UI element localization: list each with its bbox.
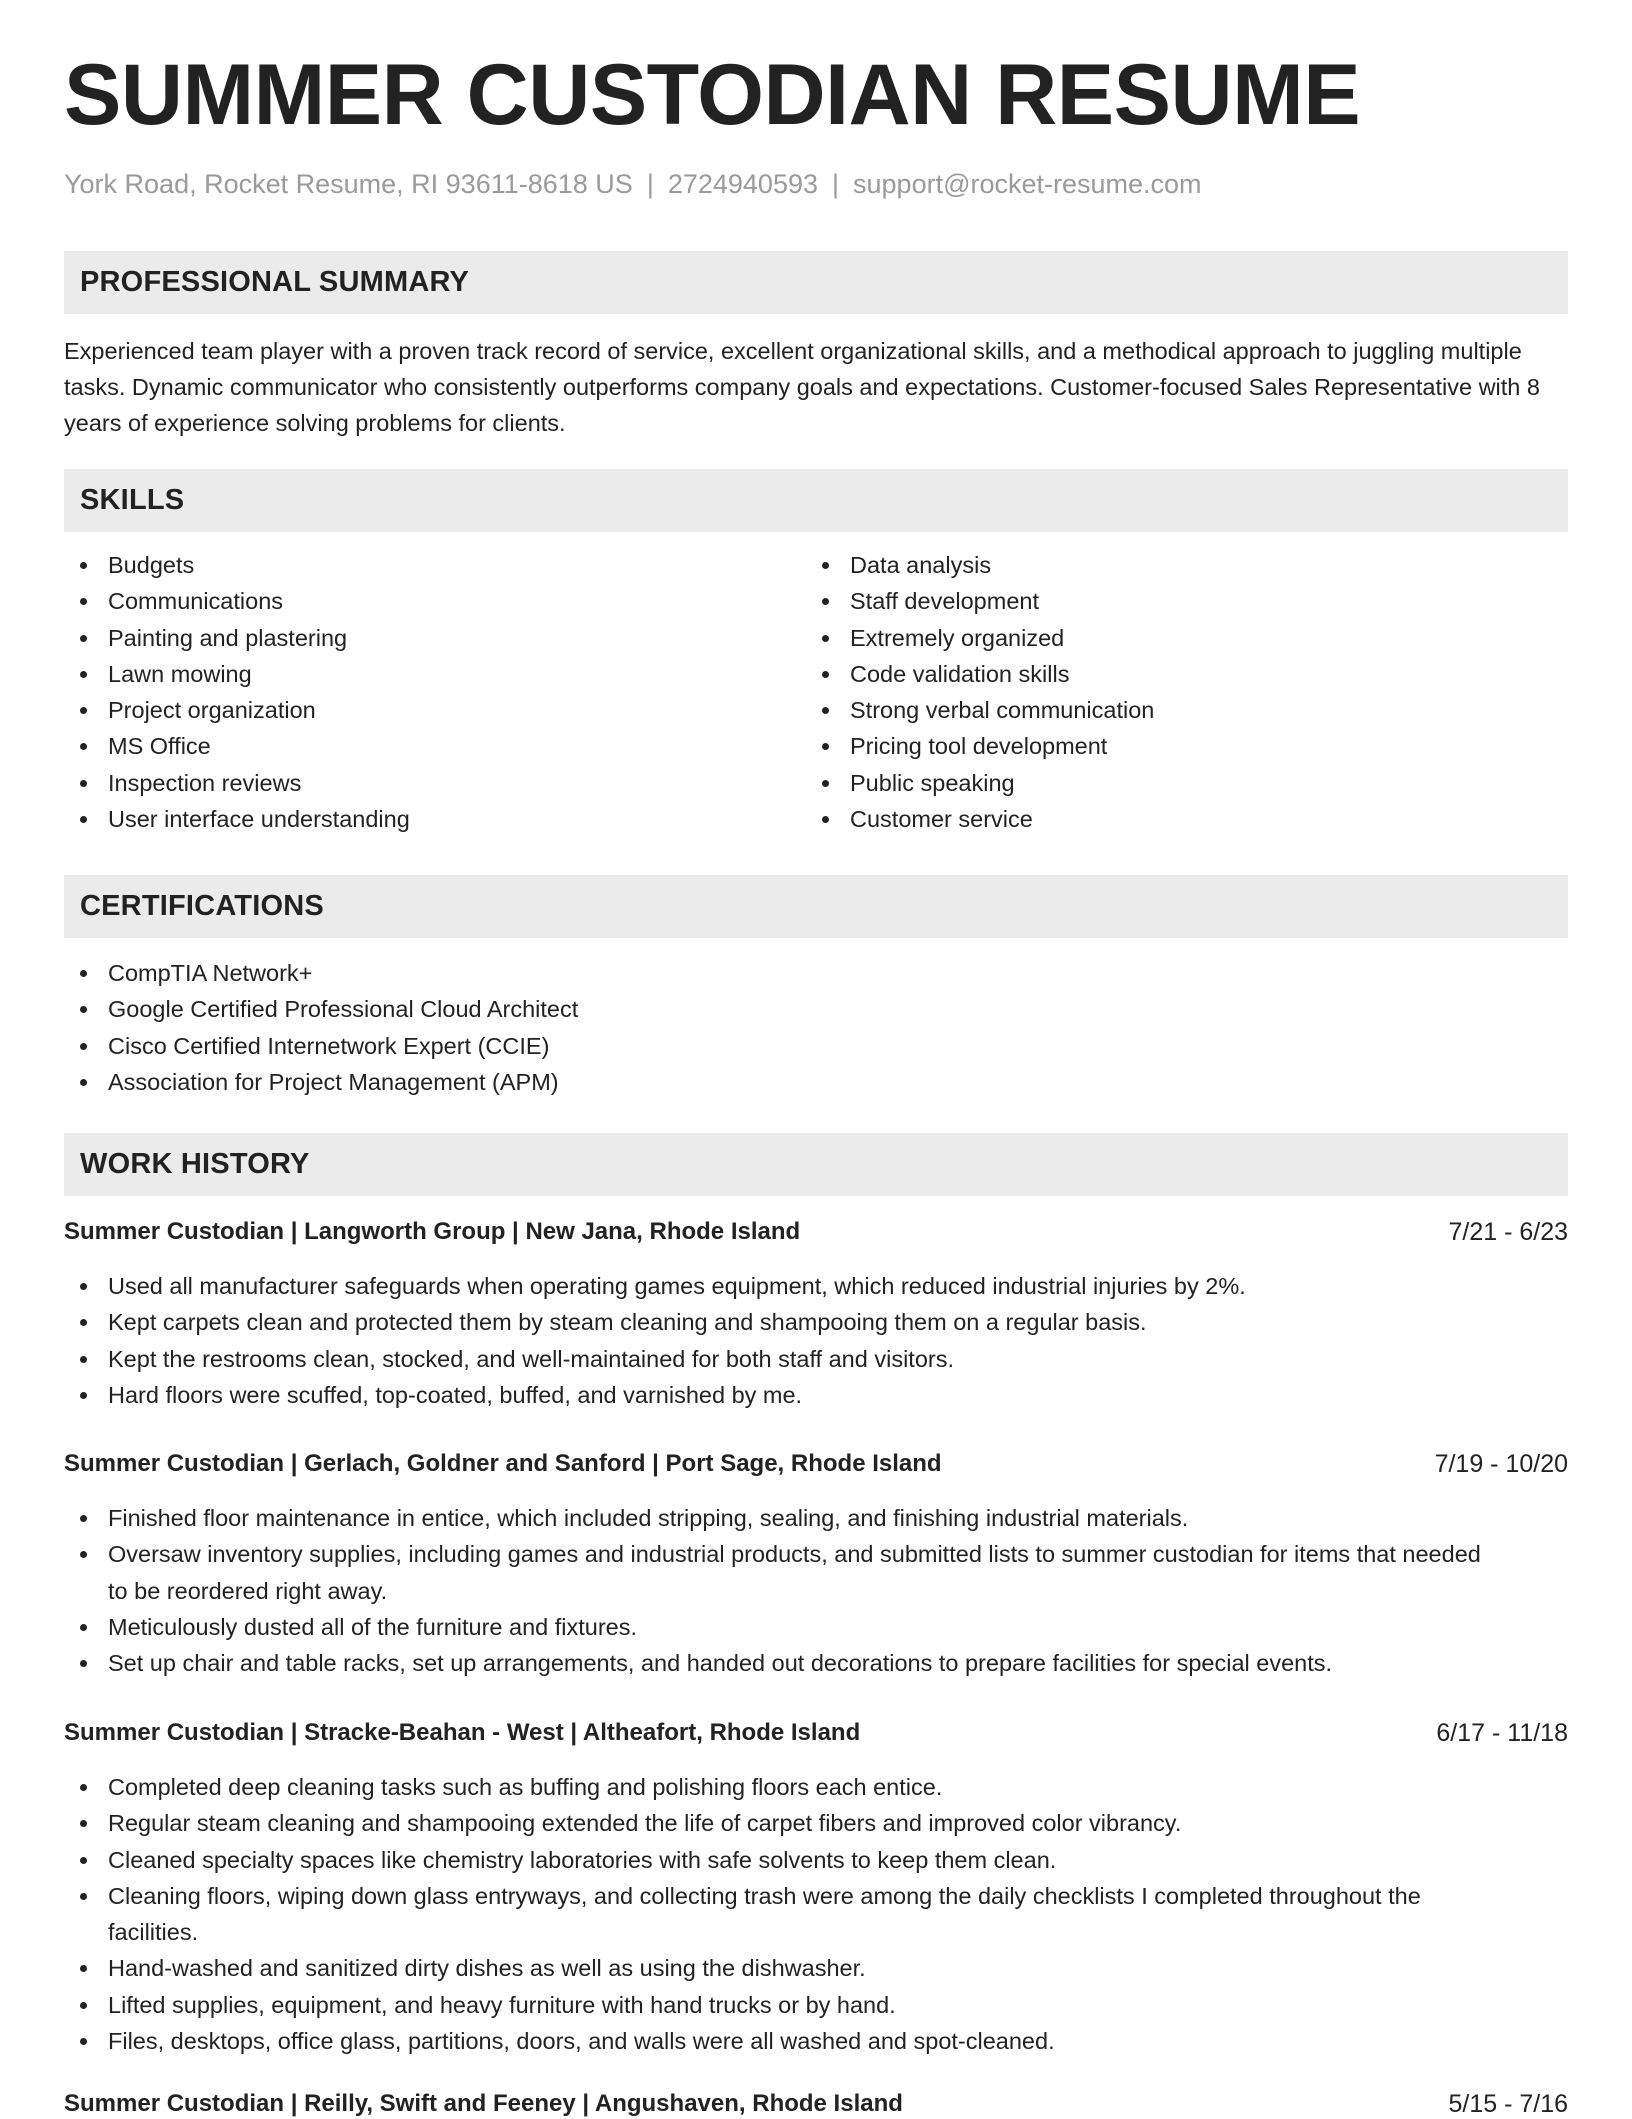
job-bullets: [64, 1268, 1568, 1413]
skill-item: Project organization: [64, 692, 794, 728]
skill-item: Public speaking: [806, 765, 1566, 801]
job-title: Summer Custodian | Reilly, Swift and Feeney | Angushaven, Rhode Island: [64, 2090, 903, 2117]
skills-list-right: [806, 547, 1566, 837]
section-title: SKILLS: [80, 484, 185, 516]
contact-separator: |: [646, 169, 654, 199]
skill-item: Painting and plastering: [64, 620, 794, 656]
skill-item: User interface understanding: [64, 801, 794, 837]
certification-item: Cisco Certified Internetwork Expert (CCIE): [64, 1028, 1568, 1064]
summary-text: Experienced team player with a proven track record of service, excellent organizational skills, and a methodical approach to juggling multiple tasks. Dynamic communicator who consistently outperforms company goals and expectations. Customer-focused Sales Representative with 8 years of experience solving problems for clients.: [64, 338, 1540, 436]
section-header-work-history: [64, 1133, 1568, 1196]
section-header-skills: [64, 469, 1568, 532]
skill-item: Lawn mowing: [64, 656, 794, 692]
section-title: PROFESSIONAL SUMMARY: [80, 266, 470, 298]
contact-address: York Road, Rocket Resume, RI 93611-8618 US: [64, 169, 633, 199]
skill-item: Pricing tool development: [806, 728, 1566, 764]
certifications-list: [64, 955, 1568, 1100]
job-bullet: Cleaning floors, wiping down glass entryways, and collecting trash were among the daily checklists I completed throughout the facilities.: [64, 1878, 1514, 1951]
skill-item: Extremely organized: [806, 620, 1566, 656]
section-title: WORK HISTORY: [80, 1148, 310, 1180]
job-bullet: Kept carpets clean and protected them by steam cleaning and shampooing them on a regular basis.: [64, 1304, 1568, 1340]
job-dates: 6/17 - 11/18: [1436, 1719, 1568, 1747]
job-bullet: Cleaned specialty spaces like chemistry laboratories with safe solvents to keep them clean.: [64, 1842, 1514, 1878]
job-bullet: Meticulously dusted all of the furniture and fixtures.: [64, 1609, 1504, 1645]
job-bullet: Hand-washed and sanitized dirty dishes as well as using the dishwasher.: [64, 1950, 1514, 1986]
job-dates: 7/21 - 6/23: [1448, 1218, 1568, 1246]
skills-list-left: [64, 547, 794, 837]
job-bullet: Lifted supplies, equipment, and heavy furniture with hand trucks or by hand.: [64, 1987, 1514, 2023]
job-bullet: Oversaw inventory supplies, including games and industrial products, and submitted lists to summer custodian for items that needed to be reordered right away.: [64, 1536, 1504, 1609]
job-title: Summer Custodian | Langworth Group | New Jana, Rhode Island: [64, 1218, 801, 1245]
job-dates: 7/19 - 10/20: [1434, 1450, 1568, 1478]
job-bullet: Hard floors were scuffed, top-coated, buffed, and varnished by me.: [64, 1377, 1568, 1413]
job-title: Summer Custodian | Stracke-Beahan - West | Altheafort, Rhode Island: [64, 1719, 861, 1746]
job-bullet: Used all manufacturer safeguards when operating games equipment, which reduced industrial injuries by 2%.: [64, 1268, 1568, 1304]
certification-item: CompTIA Network+: [64, 955, 1568, 991]
job-dates: 5/15 - 7/16: [1448, 2090, 1568, 2118]
skill-item: Communications: [64, 583, 794, 619]
contact-phone: 2724940593: [667, 169, 818, 199]
job-bullet: Finished floor maintenance in entice, which included stripping, sealing, and finishing industrial materials.: [64, 1500, 1504, 1536]
section-header-certifications: [64, 875, 1568, 938]
certification-item: Google Certified Professional Cloud Architect: [64, 991, 1568, 1027]
contact-separator: |: [832, 169, 840, 199]
skill-item: Budgets: [64, 547, 794, 583]
certification-item: Association for Project Management (APM): [64, 1064, 1568, 1100]
section-header-summary: [64, 251, 1568, 314]
job-bullet: Files, desktops, office glass, partitions, doors, and walls were all washed and spot-cleaned.: [64, 2023, 1514, 2059]
job-bullet: Regular steam cleaning and shampooing extended the life of carpet fibers and improved color vibrancy.: [64, 1805, 1514, 1841]
job-bullet: Completed deep cleaning tasks such as buffing and polishing floors each entice.: [64, 1769, 1514, 1805]
job-bullets: [64, 1769, 1514, 2059]
contact-line: [64, 168, 1202, 200]
resume-title: SUMMER CUSTODIAN RESUME: [64, 47, 1361, 143]
job-bullets: [64, 1500, 1504, 1681]
job-bullet: Set up chair and table racks, set up arrangements, and handed out decorations to prepare facilities for special events.: [64, 1645, 1504, 1681]
skill-item: Staff development: [806, 583, 1566, 619]
skill-item: Code validation skills: [806, 656, 1566, 692]
job-bullet: Kept the restrooms clean, stocked, and well-maintained for both staff and visitors.: [64, 1341, 1568, 1377]
skill-item: Inspection reviews: [64, 765, 794, 801]
skill-item: Customer service: [806, 801, 1566, 837]
contact-email: support@rocket-resume.com: [853, 169, 1202, 199]
job-title: Summer Custodian | Gerlach, Goldner and Sanford | Port Sage, Rhode Island: [64, 1450, 942, 1477]
skill-item: Strong verbal communication: [806, 692, 1566, 728]
skill-item: MS Office: [64, 728, 794, 764]
skill-item: Data analysis: [806, 547, 1566, 583]
section-title: CERTIFICATIONS: [80, 890, 324, 922]
